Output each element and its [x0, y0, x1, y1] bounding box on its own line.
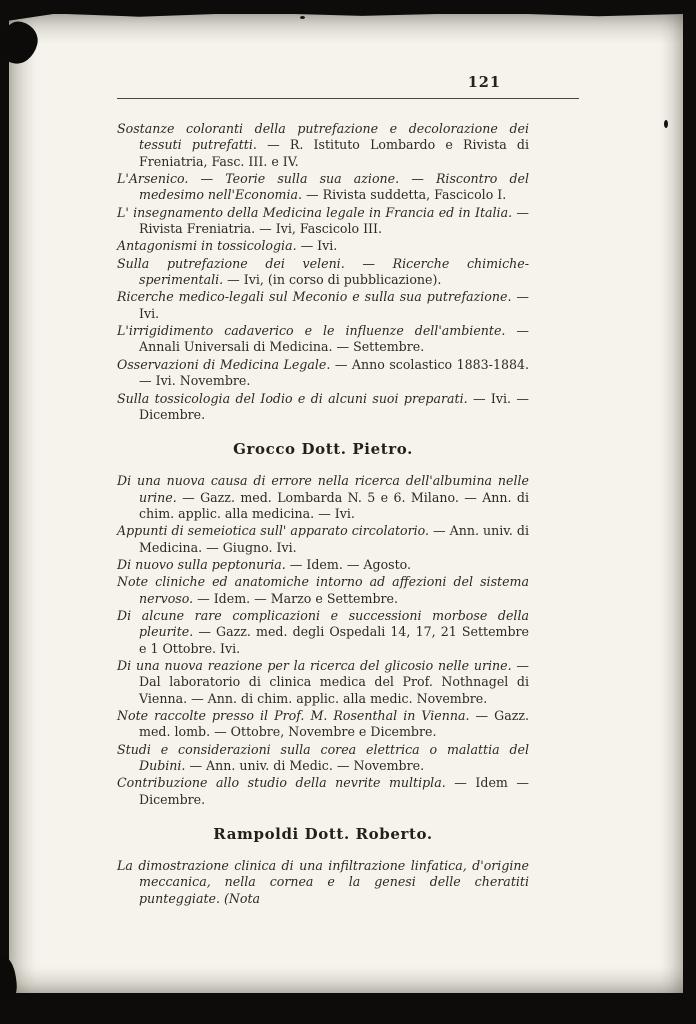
- bibliography-entry: [117, 205, 529, 238]
- entry-reference-text: — Idem. — Marzo e Settembre.: [193, 590, 398, 606]
- entry-title-text: Sulla tossicologia del Iodio e di alcuni suoi preparati.: [117, 390, 468, 406]
- text-column: [117, 74, 529, 908]
- entry-reference-text: — Ivi.: [296, 238, 338, 254]
- bibliography-entry: [117, 608, 529, 657]
- bibliography-entry: [117, 658, 529, 707]
- entry-title-text: L'Arsenico. — Teorie sulla sua azione. — Riscontro del medesimo nell'Economia.: [117, 171, 529, 203]
- scan-bottom-edge-artifact: [0, 990, 696, 1024]
- entry-reference-text: — R. Istituto Lombardo e Rivista di Freniatria, Fasc. III. e IV.: [139, 137, 530, 169]
- bibliography-entry: [117, 775, 529, 808]
- bibliography-entry: [117, 473, 529, 522]
- entry-title-text: Antagonismi in tossicologia.: [117, 238, 297, 254]
- header-rule: [117, 98, 579, 99]
- section-heading: Grocco Dott. Pietro.: [233, 440, 413, 459]
- entry-reference-text: — Gazz. med. Lombarda N. 5 e 6. Milano. — Ann. di chim. applic. alla medicina. — Ivi.: [139, 489, 529, 521]
- entry-title-text: L' insegnamento della Medicina legale in Francia ed in Italia.: [117, 204, 513, 220]
- entry-reference-text: — Ann. univ. di Medicina. — Giugno. Ivi.: [139, 523, 529, 555]
- entry-title-text: Sostanze coloranti della putrefazione e decolorazione dei tessuti putrefatti.: [117, 121, 529, 153]
- entry-reference-text: — Ivi.: [139, 289, 529, 321]
- bibliography-entry: [117, 121, 529, 170]
- entry-title-text: Ricerche medico-legali sul Meconio e sulla sua putrefazione.: [117, 289, 512, 305]
- entry-title-text: Appunti di semeiotica sull' apparato circolatorio.: [117, 523, 430, 539]
- entry-reference-text: — Idem. — Agosto.: [285, 556, 412, 572]
- entry-title-text: Di una nuova causa di errore nella ricerca dell'albumina nelle urine.: [117, 473, 529, 505]
- entry-title-text: Osservazioni di Medicina Legale.: [117, 356, 331, 372]
- section-heading: Rampoldi Dott. Roberto.: [213, 825, 433, 844]
- entry-title-text: Note cliniche ed anatomiche intorno ad affezioni del sistema nervoso.: [117, 574, 529, 606]
- bibliography-entry: [117, 574, 529, 607]
- entry-reference-text: — Ann. univ. di Medic. — Novembre.: [185, 758, 425, 774]
- sections: [117, 121, 529, 907]
- bibliography-entry: [117, 323, 529, 356]
- entry-title-text: Di una nuova reazione per la ricerca del glicosio nelle urine.: [117, 657, 512, 673]
- scan-speck-artifact: [664, 120, 668, 128]
- entry-title-text: Note raccolte presso il Prof. M. Rosenthal in Vienna.: [117, 708, 470, 723]
- entry-reference-text: — Anno scolastico 1883-1884. — Ivi. Novembre.: [139, 356, 529, 389]
- entry-title-text: Sulla putrefazione dei veleni. — Ricerche chimiche-sperimentali.: [117, 255, 529, 288]
- bibliography-entry: [117, 391, 529, 424]
- bibliography-entry: [117, 523, 529, 556]
- entry-reference-text: — Rivista suddetta, Fascicolo I.: [302, 187, 507, 203]
- entry-reference-text: — Dal laboratorio di clinica medica del Prof. Nothnagel di Vienna. — Ann. di chim. applic. alla medic. Novembre.: [139, 657, 529, 706]
- entry-reference-text: — Ivi. — Dicembre.: [139, 390, 529, 422]
- page-number: 121: [467, 74, 501, 91]
- entry-reference-text: — Gazz. med. lomb. — Ottobre, Novembre e Dicembre.: [139, 708, 529, 740]
- entry-reference-text: — Gazz. med. degli Ospedali 14, 17, 21 Settembre e 1 Ottobre. Ivi.: [139, 624, 529, 656]
- entry-title-text: Contribuzione allo studio della nevrite multipla.: [117, 775, 446, 791]
- entry-title-text: L'irrigidimento cadaverico e le influenze dell'ambiente.: [117, 323, 506, 339]
- bibliography-entry: [117, 171, 529, 204]
- bibliography-entry: [117, 238, 529, 254]
- entry-reference-text: — Idem — Dicembre.: [139, 775, 529, 807]
- bibliography-entry: [117, 858, 529, 907]
- bibliography-entry: [117, 742, 529, 775]
- bibliography-entry: [117, 557, 529, 573]
- entry-reference-text: — Rivista Freniatria. — Ivi, Fascicolo III.: [139, 204, 529, 237]
- entry-reference-text: — Annali Universali di Medicina. — Settembre.: [139, 323, 529, 355]
- bibliography-entry: [117, 357, 529, 390]
- entry-reference-text: — Ivi, (in corso di pubblicazione).: [223, 272, 442, 288]
- entry-title-text: Di alcune rare complicazioni e successioni morbose della pleurite.: [117, 607, 529, 640]
- entry-title-text: Studi e considerazioni sulla corea elettrica o malattia del Dubini.: [117, 741, 529, 774]
- entry-title-text: La dimostrazione clinica di una infiltrazione linfatica, d'origine meccanica, nella cornea e la genesi delle cheratiti punteggiate. (Nota: [117, 858, 529, 906]
- bibliography-entry: [117, 708, 529, 741]
- entry-title-text: Di nuovo sulla peptonuria.: [117, 556, 286, 572]
- bibliography-entry: [117, 256, 529, 289]
- scan-speck-artifact: [300, 16, 305, 19]
- book-page: [9, 14, 683, 993]
- bibliography-entry: [117, 289, 529, 322]
